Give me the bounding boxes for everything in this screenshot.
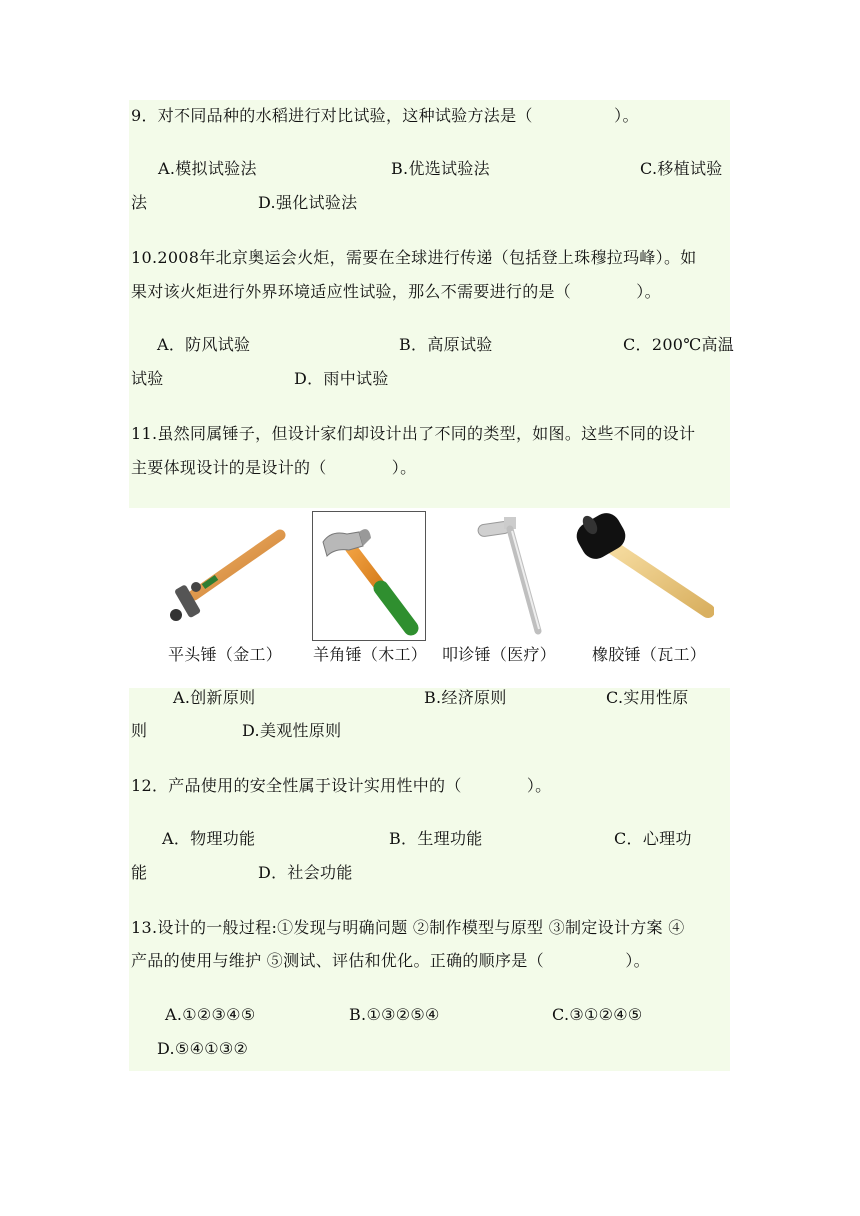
q9-option-c: C.移植试验 — [640, 159, 723, 178]
reflex-hammer-icon — [460, 513, 560, 637]
q12-option-d: D．社会功能 — [258, 863, 353, 882]
q13-option-b: B.①③②⑤④ — [349, 1005, 440, 1024]
q10-option-b: B．高原试验 — [399, 335, 493, 354]
q9-option-d: D.强化试验法 — [258, 193, 358, 212]
q9-stem: 9．对不同品种的水稻进行对比试验，这种试验方法是（ ）。 — [131, 106, 639, 125]
q13-stem-line1: 13.设计的一般过程:①发现与明确问题 ②制作模型与原型 ③制定设计方案 ④ — [131, 918, 685, 937]
q12-option-c: C．心理功 — [614, 829, 692, 848]
q10-option-c-continued: 试验 — [131, 369, 164, 388]
q9-option-a: A.模拟试验法 — [158, 159, 257, 178]
q13-option-c: C.③①②④⑤ — [552, 1005, 643, 1024]
q10-stem-line1: 10.2008年北京奥运会火炬，需要在全球进行传递（包括登上珠穆拉玛峰）。如 — [131, 248, 697, 267]
q13-stem-line2: 产品的使用与维护 ⑤测试、评估和优化。正确的顺序是（ ）。 — [131, 951, 650, 970]
q10-stem-line2: 果对该火炬进行外界环境适应性试验，那么不需要进行的是（ ）。 — [131, 282, 661, 301]
q10-option-a: A．防风试验 — [157, 335, 251, 354]
q10-option-c: C．200℃高温 — [623, 335, 735, 354]
ball-peen-hammer-icon — [162, 527, 290, 627]
hammer-caption-4: 橡胶锤（瓦工） — [592, 645, 707, 664]
q11-option-c-continued: 则 — [131, 721, 148, 740]
q11-option-a: A.创新原则 — [173, 688, 256, 707]
q9-option-b: B.优选试验法 — [391, 159, 490, 178]
q12-stem: 12．产品使用的安全性属于设计实用性中的（ ）。 — [131, 776, 552, 795]
hammer-caption-1: 平头锤（金工） — [168, 645, 283, 664]
hammer-caption-2: 羊角锤（木工） — [313, 645, 428, 664]
q13-option-d: D.⑤④①③② — [157, 1039, 249, 1058]
q11-option-b: B.经济原则 — [424, 688, 507, 707]
q11-option-c: C.实用性原 — [606, 688, 689, 707]
q12-option-a: A．物理功能 — [162, 829, 256, 848]
q10-option-d: D．雨中试验 — [294, 369, 389, 388]
q13-option-a: A.①②③④⑤ — [165, 1005, 256, 1024]
q11-stem-line1: 11.虽然同属锤子，但设计家们却设计出了不同的类型，如图。这些不同的设计 — [131, 424, 696, 443]
q12-option-c-continued: 能 — [131, 863, 148, 882]
q11-option-d: D.美观性原则 — [242, 721, 342, 740]
claw-hammer-icon — [312, 511, 426, 641]
q11-stem-line2: 主要体现设计的是设计的（ ）。 — [131, 458, 417, 477]
q12-option-b: B．生理功能 — [389, 829, 483, 848]
q9-option-c-continued: 法 — [131, 193, 148, 212]
rubber-mallet-icon — [572, 511, 714, 623]
hammer-caption-3: 叩诊锤（医疗） — [442, 645, 557, 664]
